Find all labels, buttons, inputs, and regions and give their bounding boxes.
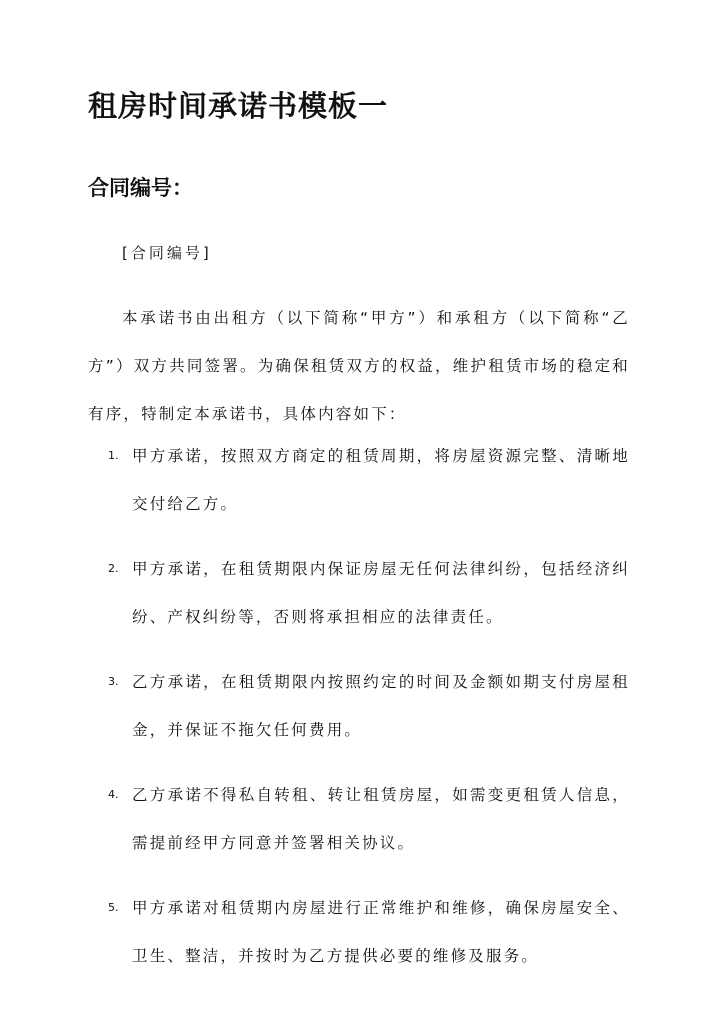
term-number: 3. xyxy=(108,675,119,688)
contract-number-label: 合同编号： xyxy=(88,176,193,200)
term-number: 4. xyxy=(108,788,119,801)
term-item-5 xyxy=(88,884,630,980)
term-text: 甲方承诺，在租赁期限内保证房屋无任何法律纠纷，包括经济纠纷、产权纠纷等，否则将承担相应的法律责任。 xyxy=(132,560,630,626)
term-item-4 xyxy=(88,771,630,867)
term-text: 甲方承诺对租赁期内房屋进行正常维护和维修，确保房屋安全、卫生、整洁，并按时为乙方提供必要的维修及服务。 xyxy=(132,899,630,965)
term-number: 1. xyxy=(108,449,119,462)
term-item-2 xyxy=(88,545,630,641)
term-text: 甲方承诺，按照双方商定的租赁周期，将房屋资源完整、清晰地交付给乙方。 xyxy=(132,447,630,513)
intro-paragraph: 本承诺书由出租方（以下简称“甲方”）和承租方（以下简称“乙方”）双方共同签署。为确保租赁双方的权益，维护租赁市场的稳定和有序，特制定本承诺书，具体内容如下： xyxy=(88,309,630,423)
document-title: 租房时间承诺书模板一 xyxy=(88,89,389,123)
term-text: 乙方承诺不得私自转租、转让租赁房屋，如需变更租赁人信息，需提前经甲方同意并签署相关协议。 xyxy=(132,786,630,852)
term-number: 5. xyxy=(108,901,119,914)
contract-number-placeholder: [合同编号] xyxy=(122,244,212,262)
term-item-3 xyxy=(88,658,630,754)
terms-list xyxy=(88,432,630,997)
term-text: 乙方承诺，在租赁期限内按照约定的时间及金额如期支付房屋租金，并保证不拖欠任何费用。 xyxy=(132,673,630,739)
term-number: 2. xyxy=(108,562,119,575)
term-item-1 xyxy=(88,432,630,528)
